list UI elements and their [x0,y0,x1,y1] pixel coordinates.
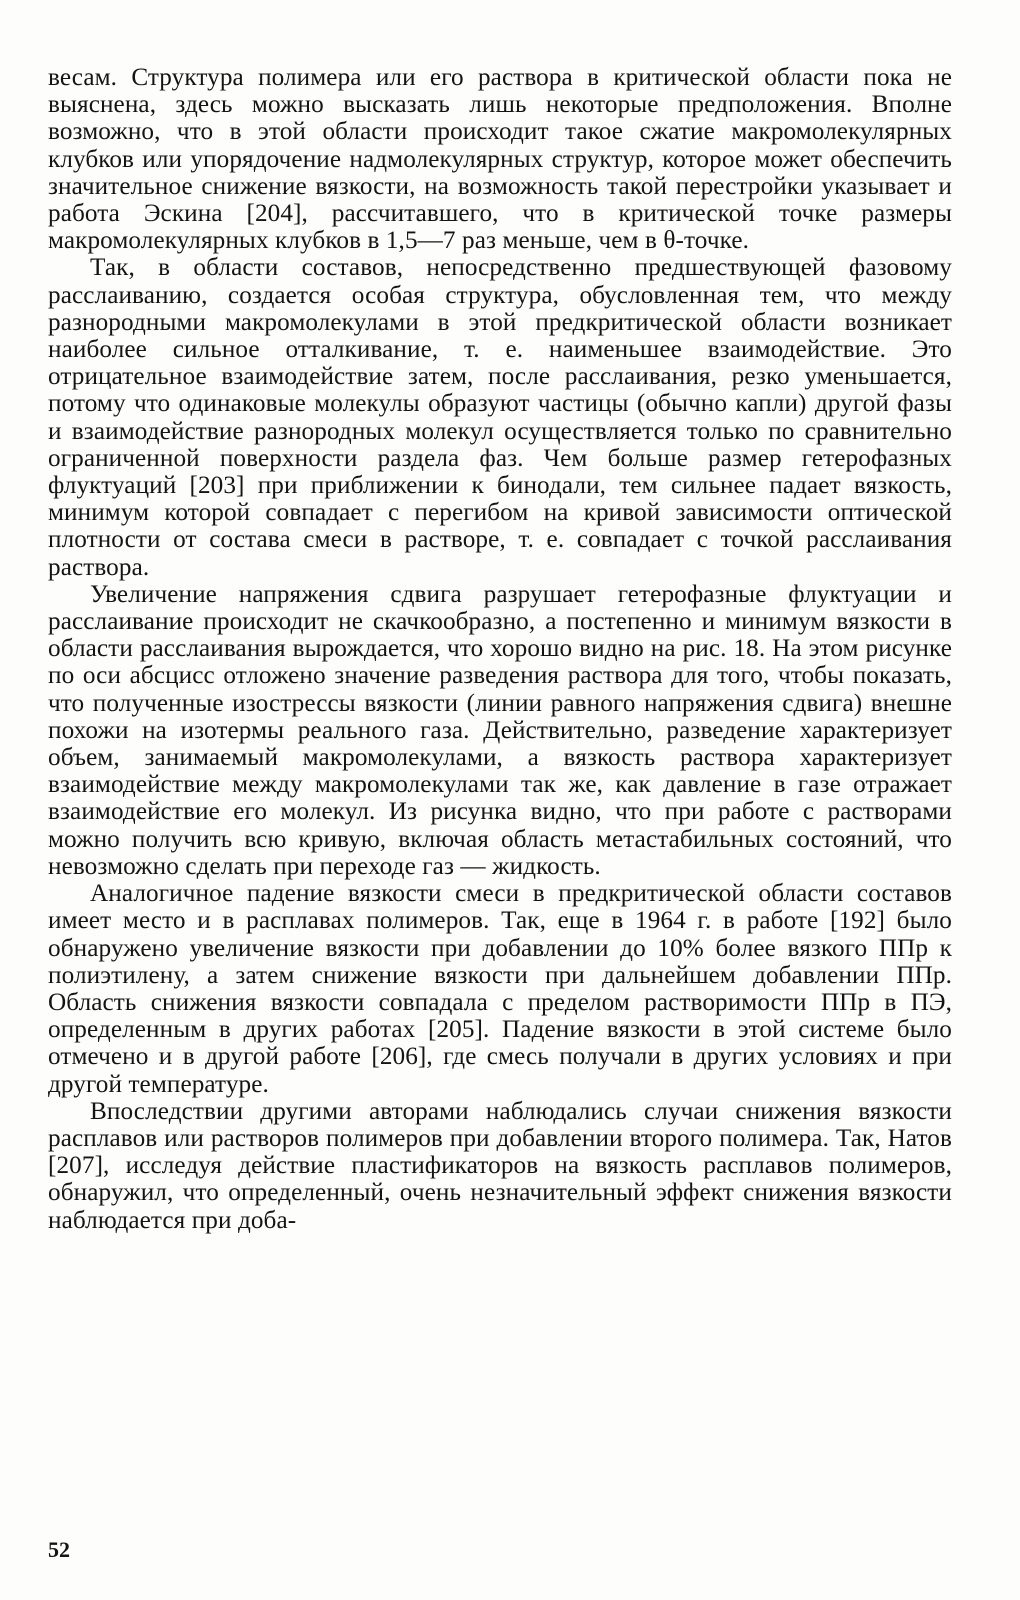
paragraph-5: Впоследствии другими авторами наблюдались случаи снижения вязкости расплавов или растворов полимеров при добавлении второго полимера. Так, Натов [207], исследуя действие пластификаторов на вязкость расплавов полимеров, обнаружил, что определенный, очень незначительный эффект снижения вязкости наблюдается при доба- [48,1097,952,1234]
paragraph-4: Аналогичное падение вязкости смеси в предкритической области составов имеет место и в расплавах полимеров. Так, еще в 1964 г. в работе [192] было обнаружено увеличение вязкости при добавлении до 10% более вязкого ППр к полиэтилену, а затем снижение вязкости при дальнейшем добавлении ППр. Область снижения вязкости совпадала с пределом растворимости ППр в ПЭ, определенным в других работах [205]. Падение вязкости в этой системе было отмечено и в другой работе [206], где смесь получали в других условиях и при другой температуре. [48,880,952,1098]
paragraph-1: весам. Структура полимера или его раствора в критической области пока не выяснена, здесь можно высказать лишь некоторые предположения. Вполне возможно, что в этой области происходит такое сжатие макромолекулярных клубков или упорядочение надмолекулярных структур, которое может обеспечить значительное снижение вязкости, на возможность такой перестройки указывает и работа Эскина [204], рассчитавшего, что в критической точке размеры макромолекулярных клубков в 1,5—7 раз меньше, чем в θ-точке. [48,64,952,255]
paragraph-3: Увеличение напряжения сдвига разрушает гетерофазные флуктуации и расслаивание происходит не скачкообразно, а постепенно и минимум вязкости в области расслаивания вырождается, что хорошо видно на рис. 18. На этом рисунке по оси абсцисс отложено значение разведения раствора для того, чтобы показать, что полученные изостресcы вязкости (линии равного напряжения сдвига) внешне похожи на изотермы реального газа. Действительно, разведение характеризует объем, занимаемый макромолекулами, а вязкость раствора характеризует взаимодействие между макромолекулами так же, как давление в газе отражает взаимодействие его молекул. Из рисунка видно, что при работе с растворами можно получить всю кривую, включая область метастабильных состояний, что невозможно сделать при переходе газ — жидкость. [48,580,952,880]
body-text [48,64,952,1234]
paragraph-2: Так, в области составов, непосредственно предшествующей фазовому расслаиванию, создается особая структура, обусловленная тем, что между разнородными макромолекулами в этой предкритической области возникает наиболее сильное отталкивание, т. е. наименьшее взаимодействие. Это отрицательное взаимодействие затем, после расслаивания, резко уменьшается, потому что одинаковые молекулы образуют частицы (обычно капли) другой фазы и взаимодействие разнородных молекул осуществляется только по сравнительно ограниченной поверхности раздела фаз. Чем больше размер гетерофазных флуктуаций [203] при приближении к бинодали, тем сильнее падает вязкость, минимум которой совпадает с перегибом на кривой зависимости оптической плотности от состава смеси в растворе, т. е. совпадает с точкой расслаивания раствора. [48,254,952,581]
page-number: 52 [48,1537,70,1562]
